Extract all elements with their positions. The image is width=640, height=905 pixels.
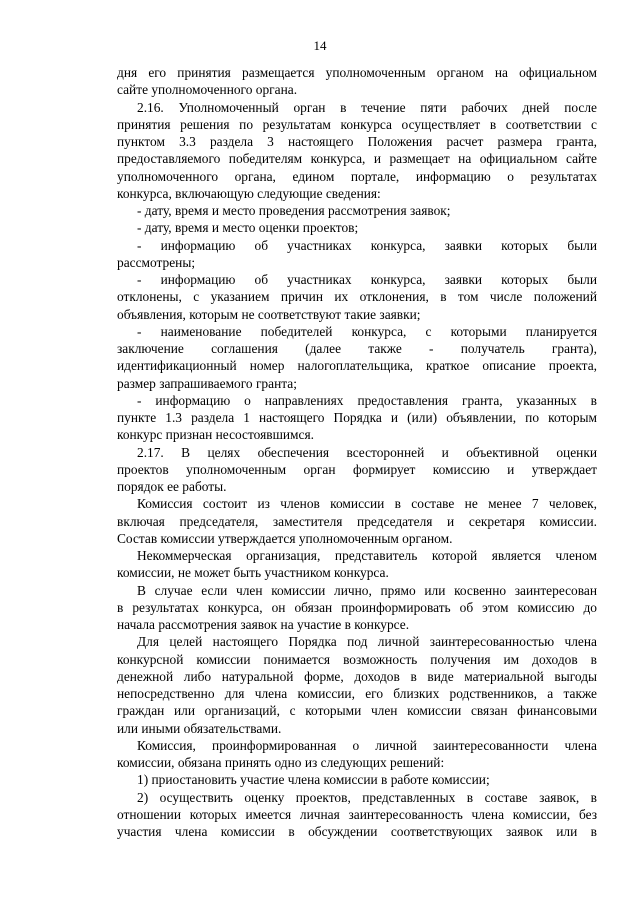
text-line: отношении которых имеется личная заинтересованность члена комиссии, без (117, 806, 597, 822)
text-line: объявления, которым не соответствуют такие заявки; (117, 306, 421, 322)
text-line: - дату, время и место оценки проектов; (137, 220, 359, 236)
text-line: пунктом 3.3 раздела 3 настоящего Положения расчет размера гранта, (117, 134, 597, 149)
text-line: 2.17. В целях обеспечения всесторонней и объективной оценки (137, 444, 597, 460)
text-line: участия члена комиссии в обсуждении соответствующих заявок или в (117, 824, 597, 839)
text-line: 2.16. Уполномоченный орган в течение пяти рабочих дней после (137, 99, 597, 115)
text-line: комиссии, не может быть участником конкурса. (117, 565, 389, 581)
text-line: отклонены, с указанием причин их отклонения, в том числе положений (117, 289, 597, 305)
text-line: включая председателя, заместителя председателя и секретаря комиссии. (117, 513, 597, 529)
text-line: непосредственно для члена комиссии, его близких родственников, а также (117, 686, 597, 701)
document-body (117, 64, 597, 840)
text-line: принятия решения по результатам конкурса осуществляет в соответствии с (117, 116, 597, 132)
text-line: идентификационный номер налогоплательщика, краткое описание проекта, (117, 358, 597, 374)
text-line: - наименование победителей конкурса, с которыми планируется (137, 323, 597, 339)
text-line: комиссии, обязана принять одно из следующих решений: (117, 755, 445, 770)
text-line: начала рассмотрения заявок на участие в конкурсе. (117, 617, 410, 632)
text-line: дня его принятия размещается уполномоченным органом на официальном (117, 65, 597, 80)
text-line: размер запрашиваемого гранта; (117, 375, 297, 391)
text-line: Комиссия состоит из членов комиссии в составе не менее 7 человек, (137, 496, 597, 512)
text-line: конкурсной комиссии понимается возможность получения им доходов в (117, 651, 597, 667)
text-line: уполномоченного органа, едином портале, информацию о результатах (117, 168, 597, 184)
text-line: - информацию о направлениях предоставления гранта, указанных в (137, 392, 597, 408)
text-line: конкурс признан несостоявшимся. (117, 427, 314, 443)
text-line: 1) приостановить участие члена комиссии в работе комиссии; (137, 772, 490, 788)
text-line: - дату, время и место проведения рассмотрения заявок; (137, 203, 451, 218)
text-line: или иными обязательствами. (117, 720, 282, 736)
text-line: 2) осуществить оценку проектов, представленных в составе заявок, в (137, 789, 597, 805)
text-line: денежной либо натуральной форме, доходов в виде материальной выгоды (117, 668, 597, 684)
text-line: - информацию об участниках конкурса, заявки которых были (137, 237, 597, 253)
text-line: граждан или организаций, с которыми член комиссии связан финансовыми (117, 703, 597, 719)
text-line: в результатах конкурса, он обязан проинформировать об этом комиссию до (117, 599, 597, 615)
text-line: проектов уполномоченным орган формирует комиссию и утверждает (117, 461, 597, 477)
text-line: заключение соглашения (далее также - получатель гранта), (117, 341, 597, 356)
page-number: 14 (313, 38, 327, 53)
text-line: пункте 1.3 раздела 1 настоящего Порядка и (или) объявлении, по которым (117, 410, 597, 425)
text-line: - информацию об участниках конкурса, заявки которых были (137, 272, 597, 287)
text-line: предоставляемого победителям конкурса, и размещает на официальном сайте (117, 151, 597, 167)
text-line: порядок ее работы. (117, 479, 227, 494)
text-line: рассмотрены; (117, 254, 196, 270)
text-line: Состав комиссии утверждается уполномоченным органом. (117, 530, 453, 546)
text-line: конкурса, включающую следующие сведения: (117, 185, 381, 201)
text-line: Комиссия, проинформированная о личной заинтересованности члена (137, 737, 597, 753)
text-line: сайте уполномоченного органа. (117, 82, 298, 98)
text-line: В случае если член комиссии лично, прямо или косвенно заинтересован (137, 582, 597, 598)
text-line: Некоммерческая организация, представитель которой является членом (137, 548, 597, 563)
text-line: Для целей настоящего Порядка под личной заинтересованностью члена (137, 634, 597, 650)
